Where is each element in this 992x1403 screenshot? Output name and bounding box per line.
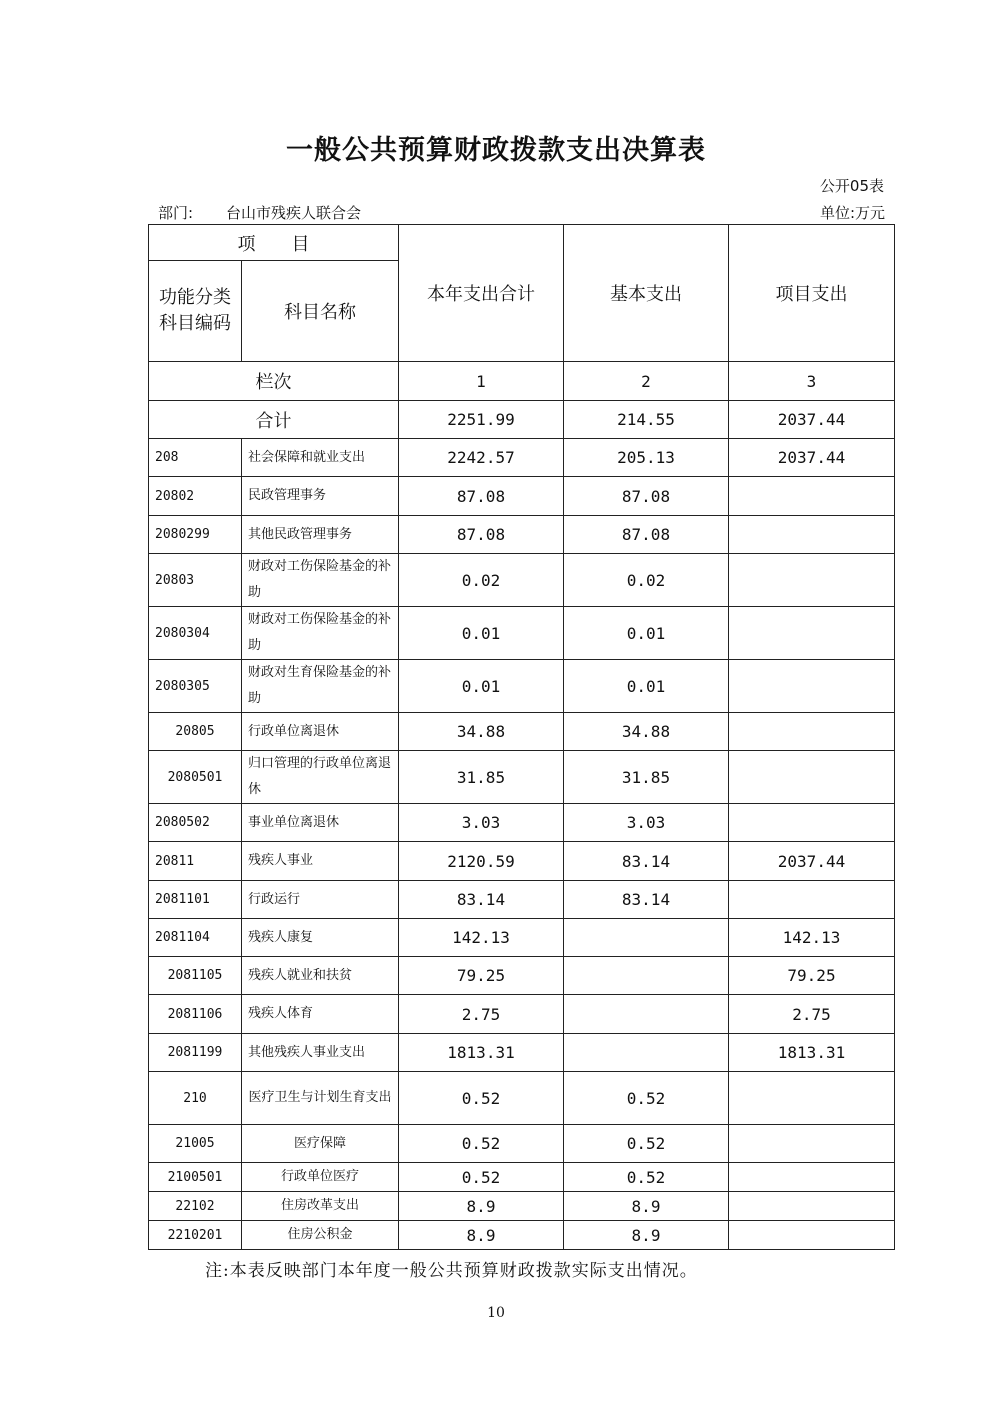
row-project [729,804,895,842]
row-name: 财政对生育保险基金的补助 [242,660,399,713]
table-row [149,957,895,995]
header-subject-name: 科目名称 [242,261,399,362]
row-project [729,713,895,751]
page-number: 10 [487,1305,505,1321]
row-basic: 83.14 [564,881,729,919]
table-row [149,919,895,957]
row-total: 0.02 [399,554,564,607]
row-project: 2037.44 [729,842,895,881]
row-total: 8.9 [399,1192,564,1221]
row-name: 残疾人事业 [242,842,399,881]
row-basic: 3.03 [564,804,729,842]
row-code: 20805 [149,713,242,751]
row-basic: 205.13 [564,439,729,477]
row-code: 21005 [149,1125,242,1163]
row-code: 2081101 [149,881,242,919]
row-code: 208 [149,439,242,477]
table-row [149,1192,895,1221]
row-code: 2080304 [149,607,242,660]
row-name: 行政单位医疗 [242,1163,399,1192]
row-total: 31.85 [399,751,564,804]
row-total: 2.75 [399,995,564,1034]
row-name: 住房公积金 [242,1221,399,1250]
department-label: 部门: [158,204,194,222]
row-name: 事业单位离退休 [242,804,399,842]
row-name: 住房改革支出 [242,1192,399,1221]
row-project [729,607,895,660]
row-project [729,516,895,554]
table-row [149,439,895,477]
row-project [729,554,895,607]
row-total: 34.88 [399,713,564,751]
table-row [149,995,895,1034]
row-name: 残疾人康复 [242,919,399,957]
row-code: 22102 [149,1192,242,1221]
row-code: 20811 [149,842,242,881]
row-index-3: 3 [729,362,895,401]
row-total: 79.25 [399,957,564,995]
row-project [729,1125,895,1163]
department-name: 台山市残疾人联合会 [226,204,362,222]
table-row [149,804,895,842]
row-name: 行政单位离退休 [242,713,399,751]
table-row [149,1125,895,1163]
row-total: 0.01 [399,607,564,660]
table-row [149,842,895,881]
header-total-expenditure: 本年支出合计 [399,225,564,362]
header-basic-expenditure: 基本支出 [564,225,729,362]
row-code: 20803 [149,554,242,607]
total-basic: 214.55 [564,401,729,439]
table-row [149,1072,895,1125]
row-basic: 0.52 [564,1072,729,1125]
row-basic [564,957,729,995]
row-basic: 0.52 [564,1125,729,1163]
table-row [149,1221,895,1250]
row-project [729,1221,895,1250]
page-title: 一般公共预算财政拨款支出决算表 [286,135,706,166]
unit-label: 单位:万元 [819,204,885,222]
row-code: 2081106 [149,995,242,1034]
row-basic [564,919,729,957]
row-name: 医疗卫生与计划生育支出 [242,1072,399,1125]
row-code: 2081105 [149,957,242,995]
table-row [149,660,895,713]
row-total: 8.9 [399,1221,564,1250]
header-project: 项 目 [149,225,399,261]
row-total: 142.13 [399,919,564,957]
row-basic: 87.08 [564,516,729,554]
row-basic: 87.08 [564,477,729,516]
row-code: 2081199 [149,1034,242,1072]
row-basic: 8.9 [564,1192,729,1221]
row-name: 其他民政管理事务 [242,516,399,554]
total-label: 合计 [149,401,399,439]
form-number: 公开05表 [819,177,884,195]
row-name: 归口管理的行政单位离退休 [242,751,399,804]
row-total: 2120.59 [399,842,564,881]
row-project: 142.13 [729,919,895,957]
row-basic: 0.02 [564,554,729,607]
row-total: 0.52 [399,1163,564,1192]
row-project: 2037.44 [729,439,895,477]
table-row [149,713,895,751]
expenditure-table [148,224,895,1250]
table-row [149,881,895,919]
row-name: 行政运行 [242,881,399,919]
row-total: 87.08 [399,477,564,516]
row-basic: 0.01 [564,607,729,660]
row-total: 0.52 [399,1125,564,1163]
table-note: 注:本表反映部门本年度一般公共预算财政拨款实际支出情况。 [205,1261,698,1281]
row-total: 1813.31 [399,1034,564,1072]
row-total: 2242.57 [399,439,564,477]
row-name: 社会保障和就业支出 [242,439,399,477]
row-name: 民政管理事务 [242,477,399,516]
row-code: 20802 [149,477,242,516]
total-project: 2037.44 [729,401,895,439]
row-index-2: 2 [564,362,729,401]
row-total: 3.03 [399,804,564,842]
row-basic: 0.01 [564,660,729,713]
row-total: 87.08 [399,516,564,554]
header-function-code: 功能分类科目编码 [149,261,242,362]
header-project-expenditure: 项目支出 [729,225,895,362]
department-row [158,202,885,224]
total-sum: 2251.99 [399,401,564,439]
row-name: 财政对工伤保险基金的补助 [242,607,399,660]
row-basic: 31.85 [564,751,729,804]
table-row [149,516,895,554]
row-project: 2.75 [729,995,895,1034]
table-row [149,1034,895,1072]
table-row [149,477,895,516]
table-row [149,1163,895,1192]
row-project [729,881,895,919]
row-project [729,477,895,516]
row-name: 残疾人就业和扶贫 [242,957,399,995]
row-project [729,1192,895,1221]
total-row [149,401,895,439]
table-row [149,554,895,607]
row-name: 医疗保障 [242,1125,399,1163]
row-total: 83.14 [399,881,564,919]
row-code: 2080305 [149,660,242,713]
row-index-1: 1 [399,362,564,401]
row-code: 2080501 [149,751,242,804]
row-project [729,1163,895,1192]
row-code: 2100501 [149,1163,242,1192]
row-basic [564,995,729,1034]
row-code: 210 [149,1072,242,1125]
row-project: 79.25 [729,957,895,995]
row-code: 2081104 [149,919,242,957]
row-name: 残疾人体育 [242,995,399,1034]
row-code: 2210201 [149,1221,242,1250]
row-basic: 0.52 [564,1163,729,1192]
row-project [729,751,895,804]
row-project: 1813.31 [729,1034,895,1072]
table-row [149,751,895,804]
row-code: 2080299 [149,516,242,554]
row-basic: 34.88 [564,713,729,751]
row-basic: 8.9 [564,1221,729,1250]
table-row [149,607,895,660]
row-total: 0.52 [399,1072,564,1125]
row-index-label: 栏次 [149,362,399,401]
row-name: 其他残疾人事业支出 [242,1034,399,1072]
row-basic: 83.14 [564,842,729,881]
row-basic [564,1034,729,1072]
row-code: 2080502 [149,804,242,842]
row-project [729,660,895,713]
row-name: 财政对工伤保险基金的补助 [242,554,399,607]
row-total: 0.01 [399,660,564,713]
row-project [729,1072,895,1125]
